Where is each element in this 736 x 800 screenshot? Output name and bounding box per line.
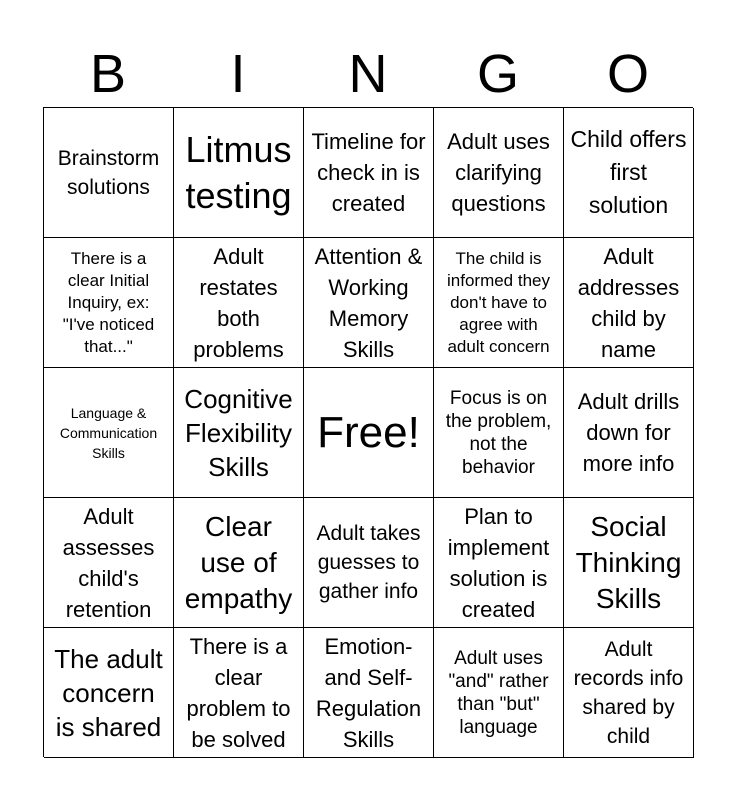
bingo-cell[interactable] [564, 108, 694, 238]
bingo-cell[interactable] [44, 498, 174, 628]
bingo-cell[interactable] [174, 238, 304, 368]
header-letter-i: I [230, 44, 246, 104]
bingo-cell[interactable] [434, 628, 564, 758]
cell-text: Adult drills down for more info [577, 389, 680, 476]
cell-text: Clear use of empathy [184, 510, 293, 614]
cell-text: Attention & Working Memory Skills [314, 243, 423, 362]
cell-text: Emotion- and Self-Regulation Skills [315, 633, 422, 752]
bingo-cell[interactable] [304, 108, 434, 238]
bingo-cell[interactable] [434, 498, 564, 628]
bingo-cell[interactable] [174, 628, 304, 758]
cell-text: The adult concern is shared [54, 643, 163, 742]
cell-text: Adult uses clarifying questions [447, 129, 550, 216]
bingo-cell[interactable] [304, 498, 434, 628]
bingo-cell[interactable] [44, 238, 174, 368]
cell-text: Brainstorm solutions [57, 146, 160, 199]
bingo-cell[interactable] [304, 238, 434, 368]
cell-text: Adult restates both problems [193, 243, 284, 362]
free-space-text: Free! [317, 407, 420, 457]
bingo-cell[interactable] [564, 238, 694, 368]
cell-text: Adult records info shared by child [573, 637, 684, 748]
bingo-cell[interactable] [174, 368, 304, 498]
header-letter-n: N [348, 44, 388, 104]
bingo-cell[interactable] [174, 108, 304, 238]
bingo-cell[interactable] [44, 108, 174, 238]
bingo-cell[interactable] [44, 628, 174, 758]
cell-text: Timeline for check in is created [311, 129, 426, 216]
cell-text: There is a clear Initial Inquiry, ex: "I've noticed that..." [62, 248, 155, 356]
bingo-cell[interactable] [564, 628, 694, 758]
bingo-cell[interactable] [304, 628, 434, 758]
cell-text: Language & Communication Skills [59, 404, 158, 461]
bingo-cell[interactable] [564, 368, 694, 498]
bingo-card-grid [43, 107, 693, 757]
cell-text: Adult assesses child's retention [62, 503, 155, 622]
cell-text: Adult uses "and" rather than "but" language [448, 647, 549, 738]
cell-text: Adult takes guesses to gather info [316, 522, 421, 603]
bingo-cell-free[interactable] [304, 368, 434, 498]
cell-text: Social Thinking Skills [575, 510, 682, 614]
bingo-cell[interactable] [434, 108, 564, 238]
bingo-cell[interactable] [434, 238, 564, 368]
cell-text: Plan to implement solution is created [447, 503, 550, 622]
bingo-cell[interactable] [434, 368, 564, 498]
header-letter-o: O [606, 44, 649, 104]
bingo-cell[interactable] [564, 498, 694, 628]
cell-text: Focus is on the problem, not the behavior [445, 387, 552, 478]
bingo-cell[interactable] [44, 368, 174, 498]
cell-text: The child is informed they don't have to agree with adult concern [447, 248, 550, 356]
bingo-cell[interactable] [174, 498, 304, 628]
header-letter-g: G [476, 44, 519, 104]
cell-text: Child offers first solution [570, 126, 687, 218]
cell-text: Cognitive Flexibility Skills [184, 383, 293, 482]
cell-text: There is a clear problem to be solved [186, 633, 291, 752]
header-letter-b: B [89, 44, 127, 104]
cell-text: Adult addresses child by name [577, 243, 680, 362]
bingo-header [43, 40, 693, 108]
cell-text: Litmus testing [185, 128, 292, 216]
